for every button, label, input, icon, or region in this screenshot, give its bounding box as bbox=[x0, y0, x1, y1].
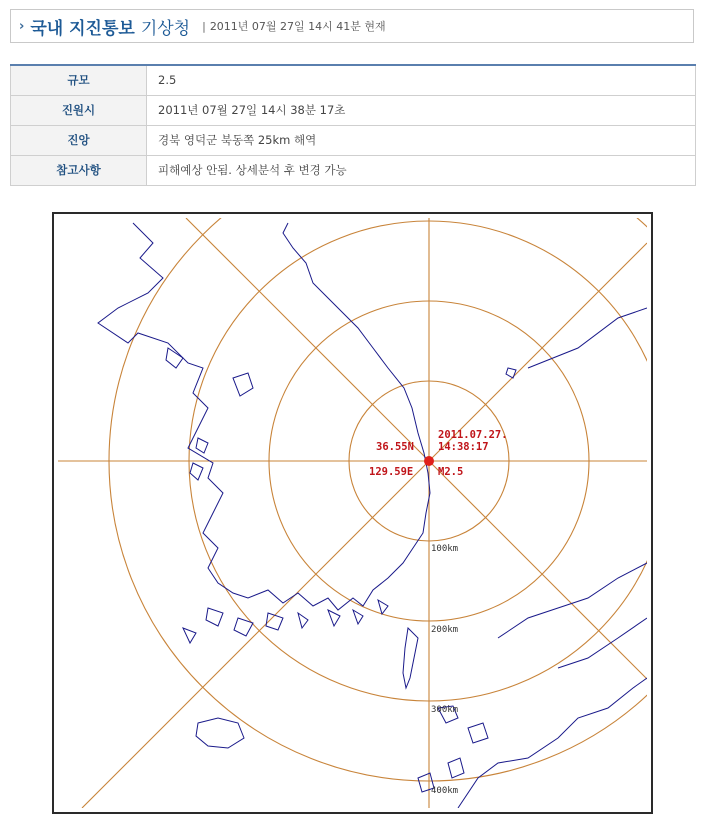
earthquake-info-table bbox=[10, 64, 696, 186]
magnitude-label: 규모 bbox=[11, 65, 147, 95]
epicenter-date: 2011.07.27. bbox=[438, 429, 508, 441]
epicenter-map bbox=[52, 212, 653, 814]
magnitude-value: 2.5 bbox=[147, 65, 696, 95]
diagonal-line bbox=[82, 243, 647, 808]
table-row bbox=[11, 155, 696, 185]
remarks-label: 참고사항 bbox=[11, 155, 147, 185]
page-title: 국내 지진통보 bbox=[30, 18, 135, 39]
ring-400km bbox=[109, 218, 647, 781]
epicenter-latitude: 36.55N bbox=[376, 441, 414, 453]
ring-label-300km: 300km bbox=[431, 705, 459, 715]
ring-label-200km: 200km bbox=[431, 625, 459, 635]
ring-label-400km: 400km bbox=[431, 786, 459, 796]
table-row bbox=[11, 125, 696, 155]
agency-name: 기상청 bbox=[140, 18, 191, 39]
table-row bbox=[11, 65, 696, 95]
epicenter-value: 경북 영덕군 북동쪽 25km 해역 bbox=[147, 125, 696, 155]
epicenter-label: 진앙 bbox=[11, 125, 147, 155]
origin-time-label: 진원시 bbox=[11, 95, 147, 125]
epicenter-marker-icon bbox=[424, 456, 434, 466]
update-timestamp: 2011년 07월 27일 14시 41분 현재 bbox=[209, 20, 386, 33]
page-header bbox=[10, 9, 694, 43]
title-separator: | bbox=[202, 19, 206, 33]
remarks-value: 피해예상 안됨. 상세분석 후 변경 가능 bbox=[147, 155, 696, 185]
map-canvas bbox=[58, 218, 647, 808]
chevron-right-icon: › bbox=[19, 18, 25, 34]
epicenter-longitude: 129.59E bbox=[369, 466, 414, 478]
epicenter-magnitude: M2.5 bbox=[438, 466, 464, 478]
diagonal-line bbox=[186, 218, 647, 679]
ring-label-100km: 100km bbox=[431, 544, 459, 554]
origin-time-value: 2011년 07월 27일 14시 38분 17초 bbox=[147, 95, 696, 125]
table-row bbox=[11, 95, 696, 125]
epicenter-time: 14:38:17 bbox=[438, 441, 489, 453]
